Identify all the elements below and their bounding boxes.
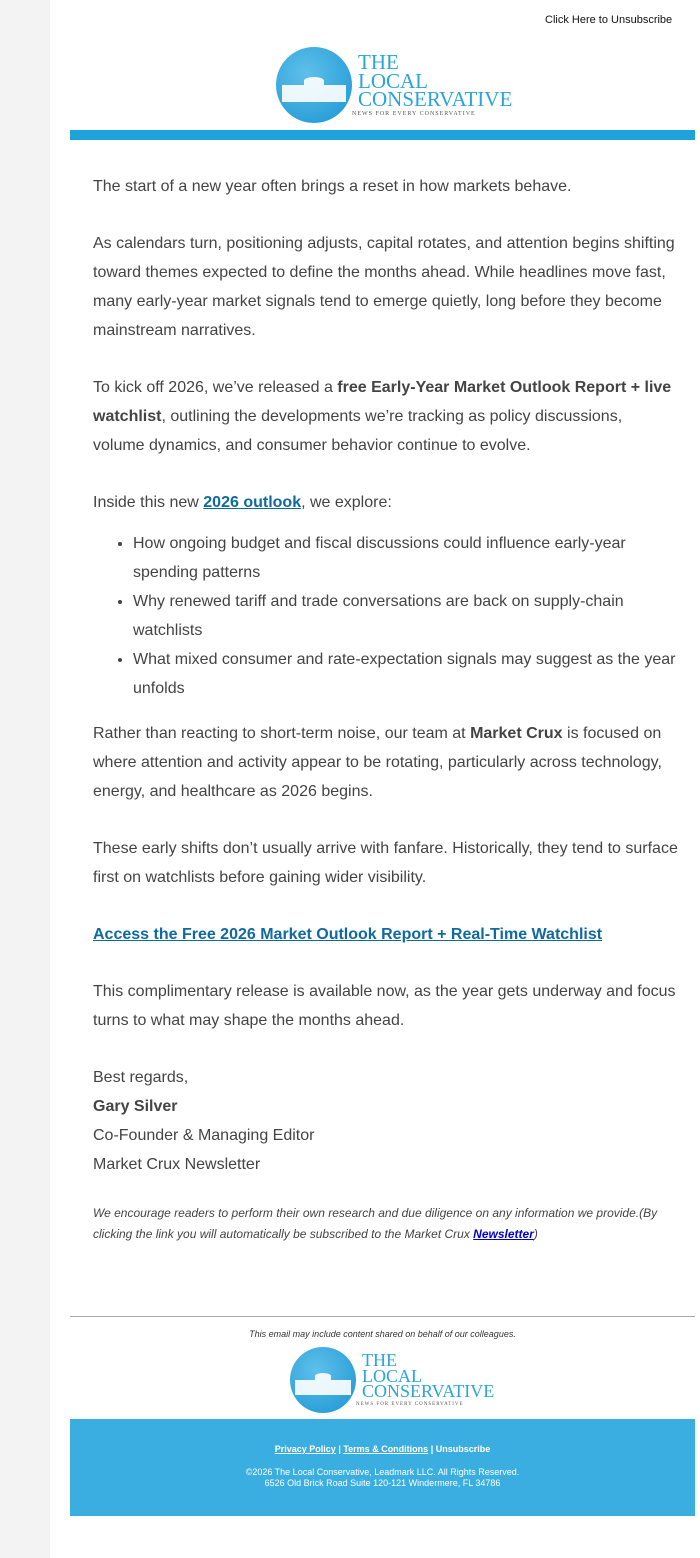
author-name: Gary Silver (93, 1098, 178, 1115)
logo-line: LOCAL (362, 1365, 422, 1386)
author-title: Co-Founder & Managing Editor (93, 1127, 315, 1144)
logo-line: LOCAL (358, 68, 428, 93)
privacy-policy-link[interactable]: Privacy Policy (274, 1444, 336, 1454)
outlook-link[interactable]: 2026 outlook (203, 494, 302, 511)
unsubscribe-link[interactable]: Click Here to Unsubscribe (545, 14, 673, 26)
signoff: Best regards, (93, 1069, 189, 1086)
paragraph: As calendars turn, positioning adjusts, capital rotates, and attention begins shifting toward themes expected to define the months ahead. While headlines move fast, many early-year market signals tend to emerge quietly, long before they become mainstream narratives. (93, 235, 675, 339)
colleagues-note: This email may include content shared on behalf of our colleagues. (249, 1329, 516, 1339)
bold-text: free Early-Year Market Outlook Report + live watchlist (93, 379, 672, 425)
paragraph (93, 488, 678, 517)
text: , outlining the developments we’re tracking as policy discussions, volume dynamics, and consumer behavior continue to evolve. (93, 408, 623, 454)
cta-link[interactable]: Access the Free 2026 Market Outlook Report + Real-Time Watchlist (93, 926, 603, 943)
white-house-icon (290, 1347, 356, 1413)
paragraph: The start of a new year often brings a reset in how markets behave. (93, 178, 572, 195)
separator: | (428, 1444, 436, 1454)
footer (70, 1419, 695, 1516)
newsletter-link[interactable]: Newsletter (473, 1227, 534, 1241)
bullet-list (133, 529, 678, 703)
divider (70, 1316, 695, 1317)
logo-line: THE (362, 1349, 397, 1370)
text: ) (533, 1227, 538, 1241)
cta-paragraph (93, 920, 678, 949)
list-item: • How ongoing budget and fiscal discussions could influence early-year spending patterns (133, 529, 678, 587)
footer-logo (290, 1347, 494, 1413)
logo-tagline: NEWS FOR EVERY CONSERVATIVE (356, 1402, 464, 1408)
disclaimer (93, 1203, 678, 1245)
left-gutter (0, 0, 50, 1558)
text: Rather than reacting to short-term noise, our team at (93, 725, 471, 742)
terms-link[interactable]: Terms & Conditions (343, 1444, 429, 1454)
separator: | (335, 1444, 344, 1454)
text: We encourage readers to perform their own research and due diligence on any information we provide.(By clicking the link you will automatically be subscribed to the Market Crux (93, 1206, 658, 1241)
footer-links (70, 1444, 695, 1454)
list-item: • What mixed consumer and rate-expectation signals may suggest as the year unfolds (133, 645, 678, 703)
copyright: ©2026 The Local Conservative, Leadmark LLC. All Rights Reserved. (245, 1467, 520, 1477)
logo-line: THE (358, 50, 399, 75)
address: 6526 Old Brick Road Suite 120-121 Windermere, FL 34786 (264, 1478, 501, 1488)
paragraph (93, 719, 678, 806)
paragraph: These early shifts don’t usually arrive with fanfare. Historically, they tend to surface first on watchlists before gaining wider visibility. (93, 840, 678, 886)
text: is focused on where attention and activity appear to be rotating, particularly across technology, energy, and healthcare as 2026 begins. (93, 725, 662, 800)
logo-line: CONSERVATIVE (358, 87, 513, 112)
list-item: • Why renewed tariff and trade conversations are back on supply-chain watchlists (133, 587, 678, 645)
header-logo (276, 47, 512, 123)
paragraph (93, 373, 678, 460)
paragraph: This complimentary release is available now, as the year gets underway and focus turns to what may shape the months ahead. (93, 983, 676, 1029)
logo-tagline: NEWS FOR EVERY CONSERVATIVE (352, 110, 476, 117)
signature (93, 1063, 678, 1179)
footer-copy (70, 1467, 695, 1489)
logo-line: CONSERVATIVE (362, 1381, 495, 1402)
text: , we explore: (301, 494, 392, 511)
footer-unsubscribe-link[interactable]: Unsubscribe (435, 1444, 491, 1454)
text: Inside this new (93, 494, 204, 511)
email-body (93, 172, 678, 1273)
text: To kick off 2026, we’ve released a (93, 379, 338, 396)
bold-text: Market Crux (470, 725, 563, 742)
header-bar (70, 130, 695, 140)
white-house-icon (276, 47, 352, 123)
author-org: Market Crux Newsletter (93, 1156, 261, 1173)
